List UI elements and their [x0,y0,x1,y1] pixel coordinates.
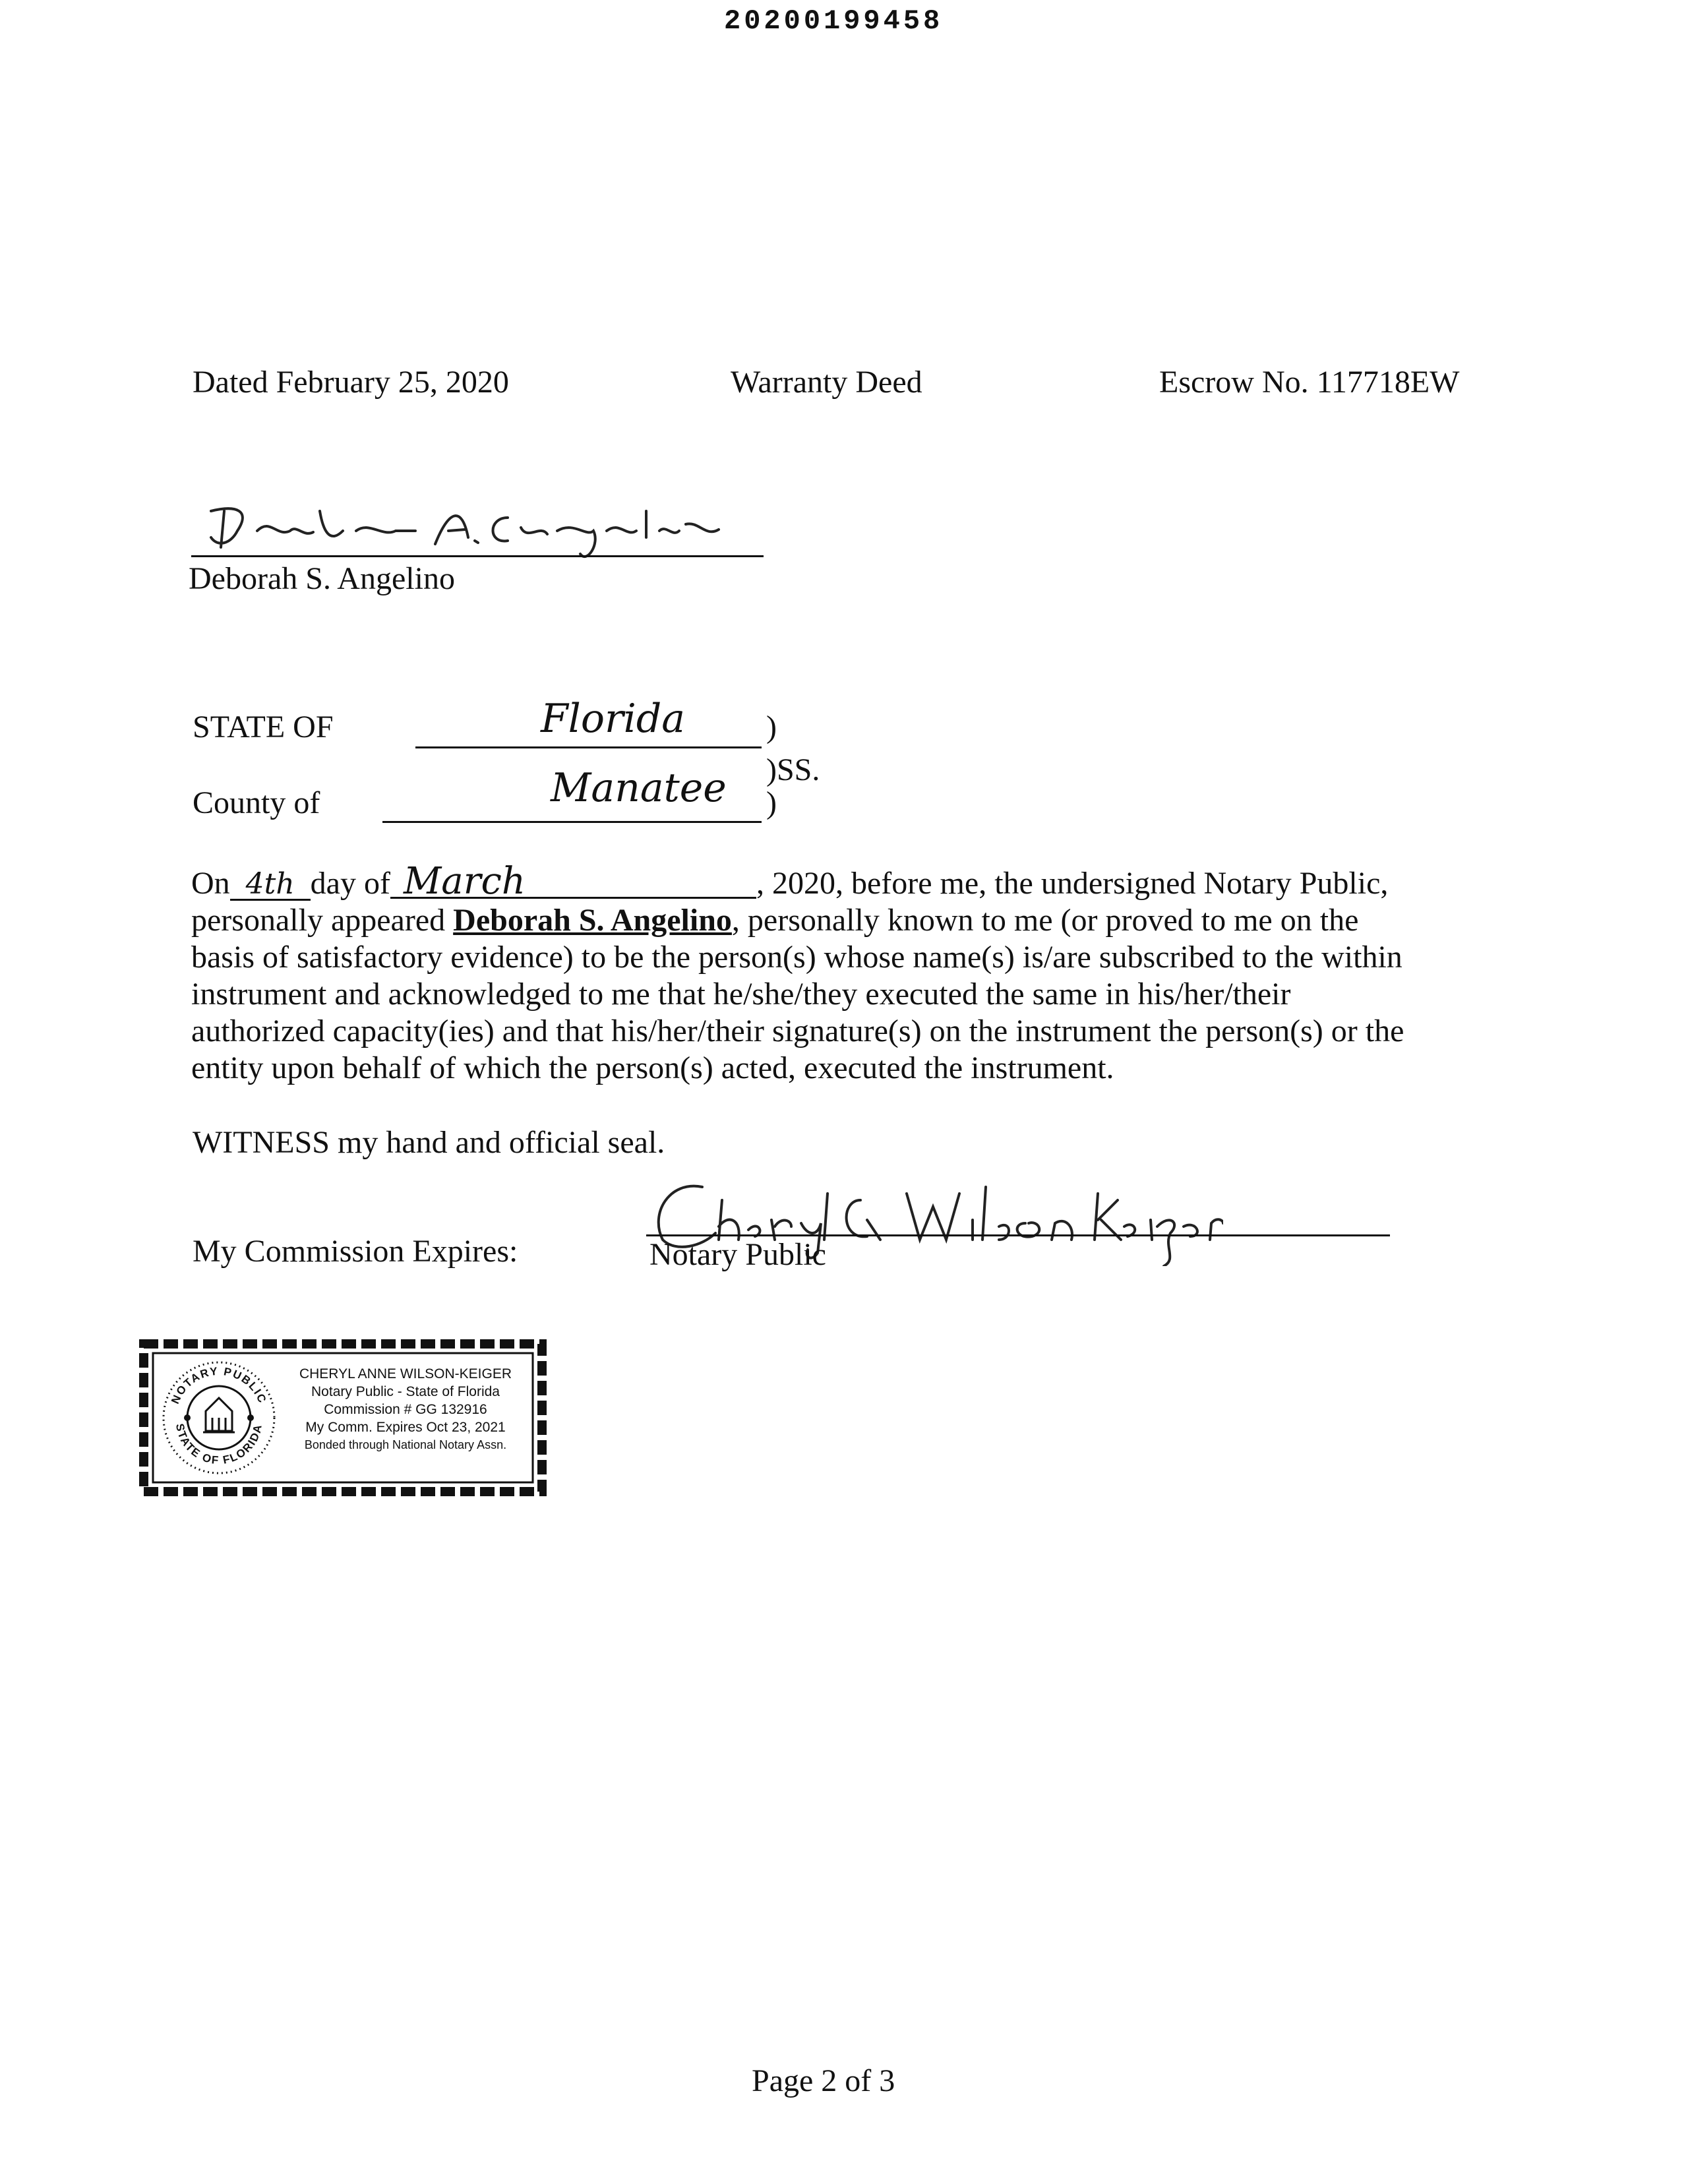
acknowledgment-paragraph [191,860,1510,1087]
page-number: Page 2 of 3 [752,2063,895,2098]
appeared-post: , personally known to me (or proved to me on the [731,903,1359,938]
state-label: STATE OF [193,710,334,744]
seal-line-4: My Comm. Expires Oct 23, 2021 [305,1420,506,1435]
appeared-name: Deborah S. Angelino [453,903,732,938]
grantor-signature-drawing [198,491,765,564]
acknowledgment-line-3: basis of satisfactory evidence) to be the person(s) whose name(s) is/are subscribed to the within [191,940,1402,975]
acknowledgment-line-4: instrument and acknowledged to me that he/she/they executed the same in his/her/their [191,977,1291,1012]
seal-line-1: CHERYL ANNE WILSON-KEIGER [299,1366,512,1381]
escrow-number: Escrow No. 117718EW [1159,365,1460,400]
grantor-printed-name: Deborah S. Angelino [189,561,455,596]
seal-emblem [160,1358,278,1477]
acknowledgment-line-1 [191,860,1510,903]
grantor-signature-line [191,555,764,557]
county-paren: ) [766,785,777,820]
seal-line-3: Commission # GG 132916 [324,1402,487,1417]
recording-number: 20200199458 [724,5,944,37]
notary-label: Notary Public [649,1237,826,1272]
day-value: 4th [230,870,311,901]
county-value: Manatee [551,765,727,811]
grantor-signature [198,491,765,564]
state-value: Florida [541,696,685,742]
dated-text: Dated February 25, 2020 [193,365,509,400]
seal-text-block [280,1365,531,1454]
seal-line-5: Bonded through National Notary Assn. [304,1438,507,1451]
acknowledgment-line-5: authorized capacity(ies) and that his/her/their signature(s) on the instrument the person(s) or the [191,1014,1404,1048]
seal-line-2: Notary Public - State of Florida [311,1384,500,1399]
commission-expires-label: My Commission Expires: [193,1234,518,1269]
florida-seal-icon [160,1358,278,1477]
on-text: On [191,866,230,901]
state-paren: ) [766,710,777,744]
witness-text: WITNESS my hand and official seal. [193,1125,665,1160]
month-value: March [390,866,756,899]
notary-seal-stamp [138,1339,547,1497]
county-line [382,821,762,823]
acknowledgment-line-2 [191,902,1510,939]
acknowledgment-line-6: entity upon behalf of which the person(s) acted, executed the instrument. [191,1050,1114,1085]
state-line [415,746,762,748]
year-text: , 2020, before me, the undersigned Notary Public, [756,866,1389,901]
seal-ring-top: NOTARY PUBLIC [169,1364,269,1406]
document-type: Warranty Deed [731,365,922,400]
seal-ring-bottom: STATE OF FLORIDA [173,1422,265,1467]
appeared-text: personally appeared [191,903,454,938]
county-label: County of [193,785,320,820]
county-ss: )SS. [766,752,820,787]
day-of-text: day of [310,866,390,901]
